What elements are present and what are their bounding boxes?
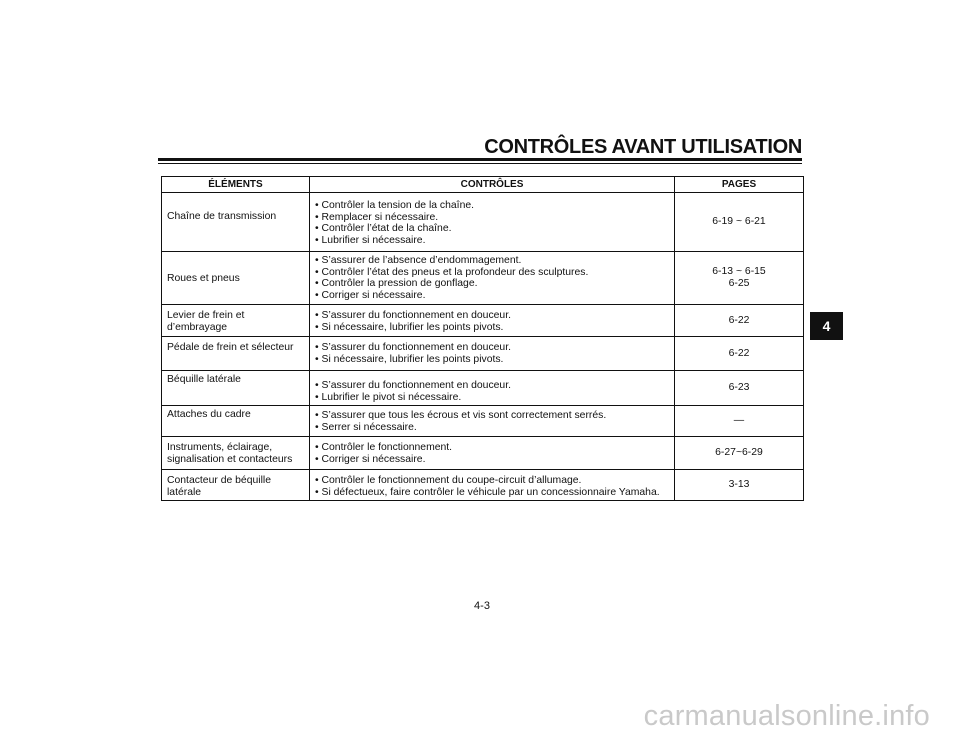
- table-row: [162, 252, 804, 305]
- pages-cell: [675, 305, 804, 337]
- control-item: • Corriger si nécessaire.: [315, 453, 426, 465]
- page-ref: —: [733, 415, 745, 427]
- element-name: Pédale de frein et sélecteur: [167, 342, 294, 353]
- control-item: • Contrôler le fonctionnement.: [315, 442, 453, 453]
- page-title: CONTRÔLES AVANT UTILISATION: [484, 136, 802, 158]
- table-row: [162, 371, 804, 406]
- table-row: [162, 305, 804, 337]
- pages-cell: [675, 406, 804, 437]
- control-item: • Si défectueux, faire contrôler le véhicule par un concessionnaire Yamaha.: [315, 486, 660, 498]
- element-name: Levier de frein et d’embrayage: [167, 310, 245, 333]
- table-row: [162, 437, 804, 470]
- controls-cell: [310, 406, 675, 437]
- title-rule: [158, 158, 802, 161]
- checks-table: [161, 176, 804, 501]
- element-name: Béquille latérale: [167, 374, 241, 385]
- pages-cell: [675, 337, 804, 371]
- control-item: • Serrer si nécessaire.: [315, 421, 417, 433]
- control-item: • Corriger si nécessaire.: [315, 289, 426, 301]
- element-cell: [162, 337, 310, 371]
- page-ref: 6-19 ~ 6-21: [712, 216, 766, 228]
- element-name: Contacteur de béquille latérale: [167, 475, 271, 498]
- controls-cell: [310, 371, 675, 406]
- pages-cell: [675, 470, 804, 501]
- element-name-line: Instruments, éclairage,: [167, 442, 273, 453]
- page-ref: 6-13 ~ 6-15: [712, 266, 766, 278]
- control-item: • Si nécessaire, lubrifier les points pivots.: [315, 353, 504, 365]
- page-ref: 6-23: [728, 382, 750, 394]
- page-ref: 6-22: [728, 347, 750, 359]
- control-item: • Lubrifier si nécessaire.: [315, 234, 426, 246]
- control-item: • S’assurer de l’absence d’endommagement.: [315, 255, 522, 266]
- page-ref: 3-13: [728, 479, 750, 491]
- table-row: [162, 470, 804, 501]
- pages-cell: [675, 437, 804, 470]
- control-item: • Contrôler la tension de la chaîne.: [315, 200, 475, 211]
- element-cell: [162, 437, 310, 470]
- element-cell: [162, 305, 310, 337]
- controls-cell: [310, 252, 675, 305]
- element-cell: [162, 193, 310, 252]
- control-item: • S’assurer du fonctionnement en douceur.: [315, 342, 511, 353]
- element-name: Attaches du cadre: [167, 409, 251, 420]
- header-elements: ÉLÉMENTS: [162, 177, 310, 193]
- controls-cell: [310, 470, 675, 501]
- controls-cell: [310, 193, 675, 252]
- element-cell: [162, 371, 310, 406]
- controls-cell: [310, 337, 675, 371]
- control-item: • Contrôler le fonctionnement du coupe-circuit d’allumage.: [315, 475, 582, 486]
- header-row: [162, 177, 804, 193]
- watermark: carmanualsonline.info: [643, 700, 930, 732]
- element-name: Roues et pneus: [167, 273, 240, 284]
- control-item: • Si nécessaire, lubrifier les points pivots.: [315, 321, 504, 333]
- page-ref: 6-22: [728, 314, 750, 326]
- title-rule-thin: [158, 163, 802, 164]
- chapter-tab: 4: [810, 312, 843, 340]
- pages-cell: [675, 371, 804, 406]
- table-row: [162, 193, 804, 252]
- controls-cell: [310, 437, 675, 470]
- element-name-line: signalisation et contacteurs: [167, 453, 293, 465]
- page-ref: 6-27~6-29: [715, 447, 763, 459]
- header-pages: PAGES: [675, 177, 804, 193]
- control-item: • Remplacer si nécessaire.: [315, 211, 439, 223]
- control-item: • S’assurer du fonctionnement en douceur.: [315, 310, 511, 321]
- header-controles: CONTRÔLES: [310, 177, 675, 193]
- table-row: [162, 337, 804, 371]
- controls-cell: [310, 305, 675, 337]
- control-item: • Contrôler la pression de gonflage.: [315, 278, 478, 290]
- control-item: • Contrôler l’état des pneus et la profondeur des sculptures.: [315, 266, 589, 278]
- control-item: • Contrôler l’état de la chaîne.: [315, 223, 452, 235]
- page-number: 4-3: [474, 600, 490, 612]
- pages-cell: [675, 252, 804, 305]
- page-ref: 6-25: [728, 278, 750, 289]
- control-item: • S’assurer du fonctionnement en douceur.: [315, 380, 511, 391]
- control-item: • Lubrifier le pivot si nécessaire.: [315, 391, 462, 403]
- control-item: • S’assurer que tous les écrous et vis sont correctement serrés.: [315, 410, 607, 421]
- pages-cell: [675, 193, 804, 252]
- table-row: [162, 406, 804, 437]
- element-cell: [162, 470, 310, 501]
- element-cell: [162, 252, 310, 305]
- element-name: Chaîne de transmission: [167, 211, 277, 222]
- element-cell: [162, 406, 310, 437]
